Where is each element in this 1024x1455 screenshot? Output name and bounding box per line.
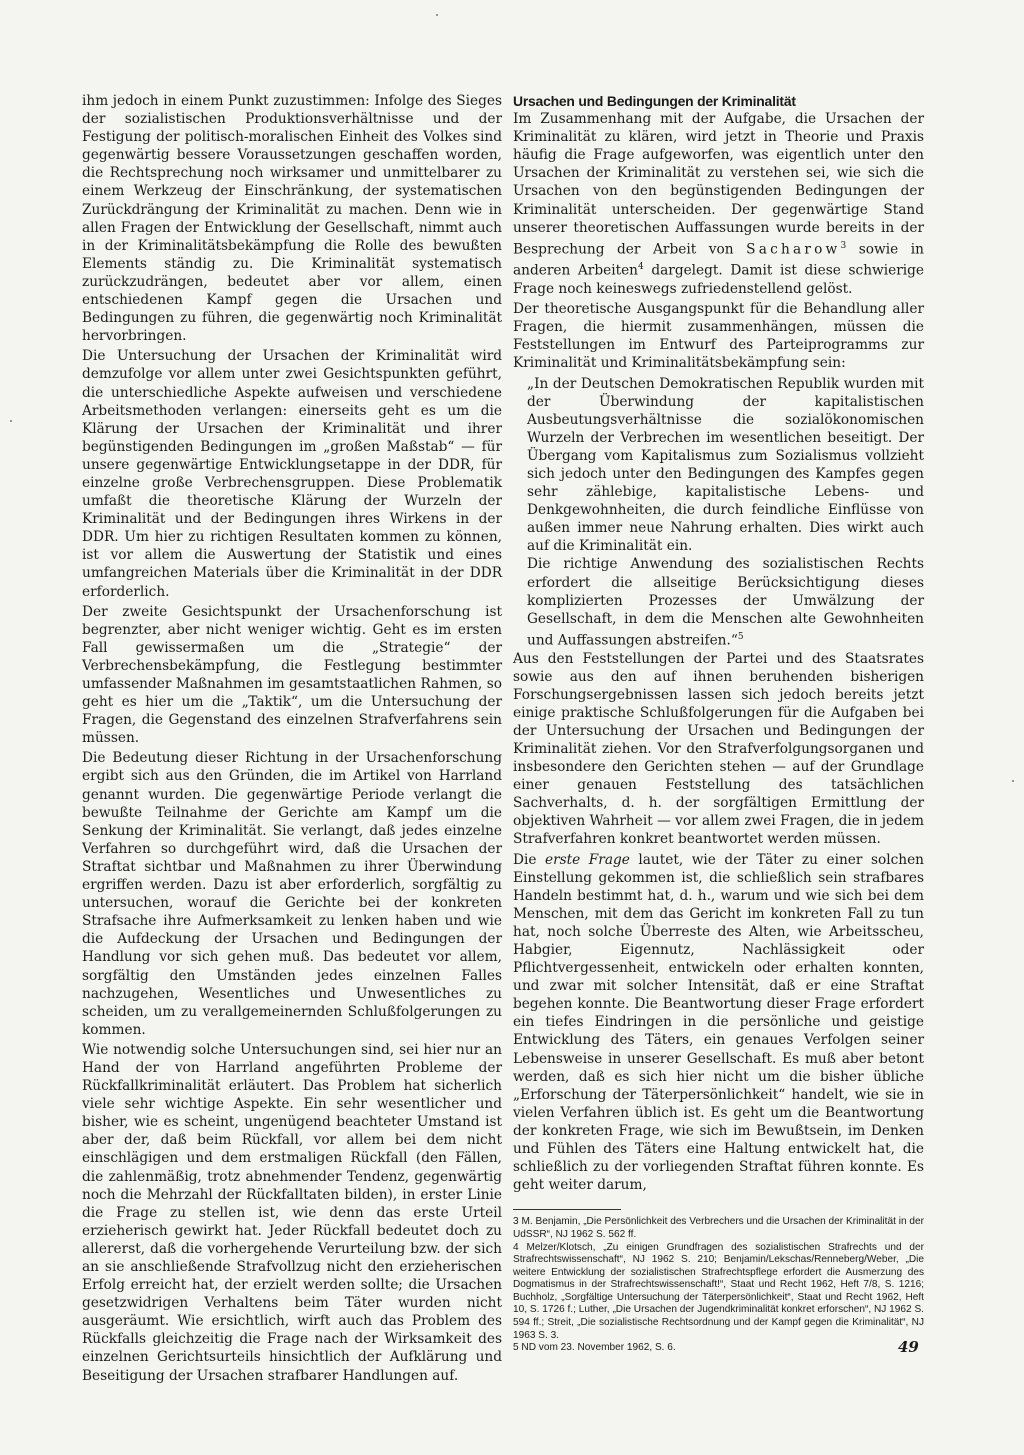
body-paragraph: Der theoretische Ausgangspunkt für die Behandlung aller Fragen, die hiermit zusammenhängen, müssen die Feststellungen im Entwurf des Parteiprogramms zur Kriminalität und Kriminalitätsbekämpfung sein: <box>513 301 924 372</box>
section-heading: Ursachen und Bedingungen der Kriminalität <box>513 93 796 109</box>
footnote: 4 Melzer/Klotsch, „Zu einigen Grundfragen des sozialistischen Strafrechts und der Strafrechtswissenschaft“, NJ 1962 S. 210; Benjamin/Lekschas/Renneberg/Weber, „Die weitere Entwicklung der sozialistischen Strafrechtspflege erfordert die Ausmerzung des Dogmatismus in der Strafrechtswissenschaft!“, Staat und Recht 1962, Heft 7/8, S. 1216; Buchholz, „Sorgfältige Untersuchung der Täterpersönlichkeit“, Staat und Recht 1962, Heft 10, S. 1726 f.; Luther, „Die Ursachen der Jugendkriminalität konkret erforschen“, NJ 1962 S. 594 ff.; Streit, „Die sozialistische Rechtsordnung und der Kampf gegen die Kriminalität“, NJ 1963 S. 3. <box>513 1241 924 1341</box>
body-paragraph: Aus den Feststellungen der Partei und des Staatsrates sowie aus den auf ihnen beruhenden bisherigen Forschungsergebnissen lassen sich jedoch bereits jetzt einige praktische Schlußfolgerungen für die Aufgaben bei der Untersuchung der Ursachen und Bedingungen der Kriminalität ziehen. Vor den Strafverfolgungsorganen und insbesondere den Gerichten stehen — auf der Grundlage einer genauen Feststellung des tatsächlichen Sachverhalts, d. h. der sorgfältigen Ermittlung der objektiven Wahrheit — vor allem zwei Fragen, die in jedem Strafverfahren konkret beantwortet werden müssen. <box>513 650 924 848</box>
paragraph-text: Im Zusammenhang mit der Aufgabe, die Ursachen der Kriminalität zu klären, wird jetzt in Theorie und Praxis häufig die Frage aufgeworfen, was eigentlich unter den Ursachen der Kriminalität zu verstehen sei, wie sich die Ursachen von den begünstigenden Bedingungen der Kriminalität unterscheiden. Der gegenwärtige Stand unserer theoretischen Auffassungen wurde bereits in der Besprechung der Arbeit von <box>513 111 924 258</box>
block-quote <box>513 555 924 649</box>
footnote-ref: 5 <box>737 631 744 642</box>
body-paragraph: Die Bedeutung dieser Richtung in der Ursachenforschung ergibt sich aus den Gründen, die im Artikel von Harrland genannt wurden. Die gegenwärtige Periode verlangt die bewußte Teilnahme der Gerichte am Kampf um die Senkung der Kriminalität. Sie verlangt, daß jedes einzelne Verfahren so durchgeführt wird, daß die Ursachen der Straftat sichtbar und Maßnahmen zu ihrer Überwindung ergriffen werden. Dazu ist aber erforderlich, sorgfältig zu untersuchen, worauf die Gerichte bei der konkreten Strafsache ihre Aufmerksamkeit zu lenken haben und wie die Aufdeckung der Ursachen und Bedingungen der Handlung vor sich gehen muß. Das bedeutet vor allem, sorgfältig den Umständen jedes einzelnen Falles nachzugehen, Wesentliches und Unwesentliches zu scheiden, um zu verallgemeinernden Schlußfolgerungen zu kommen. <box>82 750 502 1038</box>
author-name: Sacharow <box>746 241 841 258</box>
body-paragraph <box>513 851 924 1195</box>
body-paragraph: Der zweite Gesichtspunkt der Ursachenforschung ist begrenzter, aber nicht weniger wichtig. Geht es im ersten Fall gewissermaßen um die „Strategie“ der Verbrechensbekämpfung, die Festlegung bestimmter umfassender Maßnahmen im gesamtstaatlichen Rahmen, so geht es hier um die „Taktik“, um die Untersuchung der Fragen, die Gegenstand des einzelnen Strafverfahrens sein müssen. <box>82 603 502 747</box>
scan-speck <box>10 420 12 422</box>
footnotes <box>513 1216 924 1355</box>
body-paragraph: Wie notwendig solche Untersuchungen sind, sei hier nur an Hand der von Harrland angeführten Probleme der Rückfallkriminalität erläutert. Das Problem hat sicherlich viele sehr wichtige Aspekte. Ein sehr wesentlicher und bisher, wie es scheint, ungenügend beachteter Umstand ist aber der, daß beim Rückfall, vor allem bei dem nicht einschlägigen und dem erstmaligen Rückfall (den Fällen, die zahlenmäßig, trotz abnehmender Tendenz, gegenwärtig noch die Mehrzahl der Rückfalltaten bilden), in erster Linie die Frage zu stellen ist, wie denn das erste Urteil erzieherisch gewirkt hat. Jeder Rückfall bedeutet doch zu allererst, daß die vorhergehende Verurteilung bzw. der sich an sie anschließende Strafvollzug nicht den erzieherischen Erfolg erreicht hat, der erzielt werden sollte; die Ursachen gesetzwidrigen Verhaltens beim Täter wurden nicht ausgeräumt. Wie ersichtlich, wirft auch das Problem des Rückfalls gleichzeitig die Frage nach der Wirksamkeit des einzelnen Gerichtsurteils hinsichtlich der Aufklärung und Beseitigung der Ursachen strafbarer Handlungen auf. <box>82 1041 502 1384</box>
paragraph-text: dargelegt. Damit ist diese schwierige Frage noch keineswegs zufriedenstellend gelöst. <box>513 262 924 298</box>
footnote-divider <box>513 1209 621 1210</box>
body-paragraph <box>513 110 924 298</box>
left-column <box>82 92 502 1387</box>
emphasis-text: erste Frage <box>544 851 630 868</box>
right-column <box>513 92 924 1355</box>
footnote-ref: 3 <box>840 240 847 251</box>
page-number: 49 <box>898 1338 919 1356</box>
block-quote: „In der Deutschen Demokratischen Republik wurden mit der Überwindung der kapitalistischen Ausbeutungsverhältnisse die sozialökonomischen Wurzeln der Verbrechen im wesentlichen beseitigt. Der Übergang vom Kapitalismus zum Sozialismus vollzieht sich jedoch unter den Bedingungen des Kampfes gegen sehr zählebige, kapitalistische Lebens- und Denkgewohnheiten, die durch feindliche Einflüsse von außen immer neue Nahrung erhalten. Dies wirkt auch auf die Kriminalität ein. <box>527 375 924 555</box>
body-paragraph: ihm jedoch in einem Punkt zuzustimmen: Infolge des Sieges der sozialistischen Produktionsverhältnisse und der Festigung der politisch-moralischen Einheit des Volkes sind gegenwärtig bessere Voraussetzungen geschaffen worden, die Rechtsprechung noch wirksamer und unmittelbarer zu einem Werkzeug der Einschränkung, der systematischen Zurückdrängung der Kriminalität zu machen. Denn wie in allen Fragen der Entwicklung der Gesellschaft, nimmt auch in der Kriminalitätsbekämpfung die Rolle des bewußten Elements ständig zu. Die Kriminalität systematisch zurückzudrängen, bedeutet aber vor allem, einen entschiedenen Kampf gegen die Ursachen und Bedingungen zu führen, die gegenwärtig noch Kriminalität hervorbringen. <box>82 93 502 345</box>
footnote-ref: 4 <box>638 262 644 273</box>
paragraph-text: Die <box>513 851 545 868</box>
footnote: 3 M. Benjamin, „Die Persönlichkeit des Verbrechers und die Ursachen der Kriminalität in der UdSSR“, NJ 1962 S. 562 ff. <box>513 1216 924 1240</box>
body-paragraph: Die Untersuchung der Ursachen der Kriminalität wird demzufolge vor allem unter zwei Gesichtspunkten geführt, die unterschiedliche Aspekte aufweisen und verschiedene Arbeitsmethoden verlangen: einerseits geht es um die Klärung der Ursachen der Kriminalität und ihrer begünstigenden Bedingungen im „großen Maßstab“ — für unsere gegenwärtige Entwicklungsetappe in der DDR, für einzelne große Verbrechensgruppen. Diese Problematik umfaßt die theoretische Klärung der Wurzeln der Kriminalität und der Bedingungen ihres Wirkens in der DDR. Um hier zu richtigen Resultaten kommen zu können, ist vor allem die Auswertung der Statistik und eines umfangreichen Materials über die Kriminalität in der DDR erforderlich. <box>82 348 502 600</box>
quote-text: Die richtige Anwendung des sozialistischen Rechts erfordert die allseitige Berücksichtigung dieses komplizierten Prozesses der Umwälzung der Gesellschaft, in dem die Menschen alte Gewohnheiten und Auffassungen abstreifen.“ <box>527 556 924 649</box>
scan-speck <box>436 14 438 16</box>
paragraph-text: sowie in anderen Arbeiten <box>513 241 924 279</box>
scan-speck <box>1012 780 1014 782</box>
paragraph-text: lautet, wie der Täter zu einer solchen Einstellung gekommen ist, die schließlich sein strafbares Handeln bestimmt hat, d. h., warum und wie sich bei dem Menschen, mit dem das Gericht im konkreten Fall zu tun hat, noch solche Überreste des Alten, wie Arbeitsscheu, Habgier, Eigennutz, Nachlässigkeit oder Pflichtvergessenheit, entwickeln oder erhalten konnten, und zwar mit solcher Intensität, daß er eine Straftat begehen konnte. Die Beantwortung dieser Frage erfordert ein tiefes Eindringen in die persönliche und geistige Entwicklung des Täters, ein genaues Verfolgen seiner Lebensweise in unserer Gesellschaft. Es muß aber betont werden, daß es sich hier nicht um die bisher übliche „Erforschung der Täterpersönlichkeit“ handelt, wie sie in vielen Verfahren üblich ist. Es geht um die Beantwortung der konkreten Frage, wie sich im Bewußtsein, im Denken und Fühlen des Täters eine Haltung entwickelt hat, die schließlich zu der vorliegenden Straftat führen konnte. Es geht weiter darum, <box>513 851 924 1194</box>
footnote: 5 ND vom 23. November 1962, S. 6. <box>513 1342 676 1354</box>
